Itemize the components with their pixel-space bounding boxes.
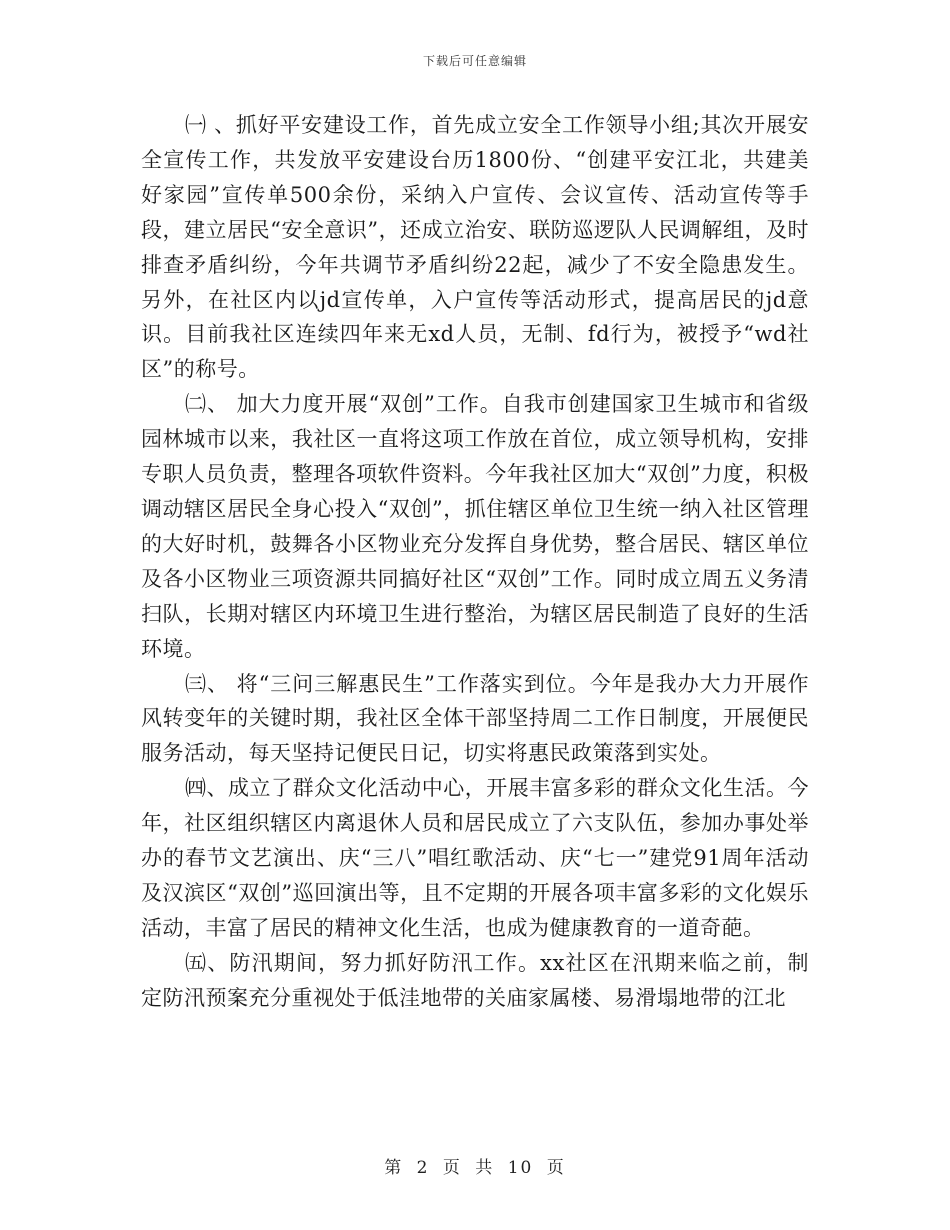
- document-body: [141, 108, 809, 1016]
- page-header: 下载后可任意编辑: [422, 54, 527, 68]
- paragraph-double-creation: ㈡、 加大力度开展“双创”工作。自我市创建国家卫生城市和省级园林城市以来，我社区一直将这项工作放在首位，成立领导机构，安排专职人员负责，整理各项软件资料。今年我社区加大“双创”力度，积极调动辖区居民全身心投入“双创”，抓住辖区单位卫生统一纳入社区管理的大好时机，鼓舞各小区物业充分发挥自身优势，整合居民、辖区单位及各小区物业三项资源共同搞好社区“双创”工作。同时成立周五义务清扫队，长期对辖区内环境卫生进行整治，为辖区居民制造了良好的生活环境。: [141, 392, 809, 661]
- paragraph-livelihood: ㈢、 将“三问三解惠民生”工作落实到位。今年是我办大力开展作风转变年的关键时期，我社区全体干部坚持周二工作日制度，开展便民服务活动，每天坚持记便民日记，切实将惠民政策落到实处。: [141, 671, 809, 766]
- page-number: 第 2 页 共 10 页: [384, 1158, 566, 1178]
- paragraph-safety: ㈠ 、抓好平安建设工作，首先成立安全工作领导小组;其次开展安全宣传工作，共发放平安建设台历1800份、“创建平安江北，共建美好家园”宣传单500余份，采纳入户宣传、会议宣传、活动宣传等手段，建立居民“安全意识”，还成立治安、联防巡逻队人民调解组，及时排查矛盾纠纷，今年共调节矛盾纠纷22起，减少了不安全隐患发生。另外，在社区内以jd宣传单，入户宣传等活动形式，提高居民的jd意识。目前我社区连续四年来无xd人员，无制、fd行为，被授予“wd社区”的称号。: [141, 113, 809, 382]
- paragraph-flood-control: ㈤、防汛期间，努力抓好防汛工作。xx社区在汛期来临之前，制定防汛预案充分重视处于低洼地带的关庙家属楼、易滑塌地带的江北: [141, 950, 809, 1010]
- paragraph-culture: ㈣、成立了群众文化活动中心，开展丰富多彩的群众文化生活。今年，社区组织辖区内离退休人员和居民成立了六支队伍，参加办事处举办的春节文艺演出、庆“三八”唱红歌活动、庆“七一”建党91周年活动及汉滨区“双创”巡回演出等，且不定期的开展各项丰富多彩的文化娱乐活动，丰富了居民的精神文化生活，也成为健康教育的一道奇葩。: [141, 776, 809, 940]
